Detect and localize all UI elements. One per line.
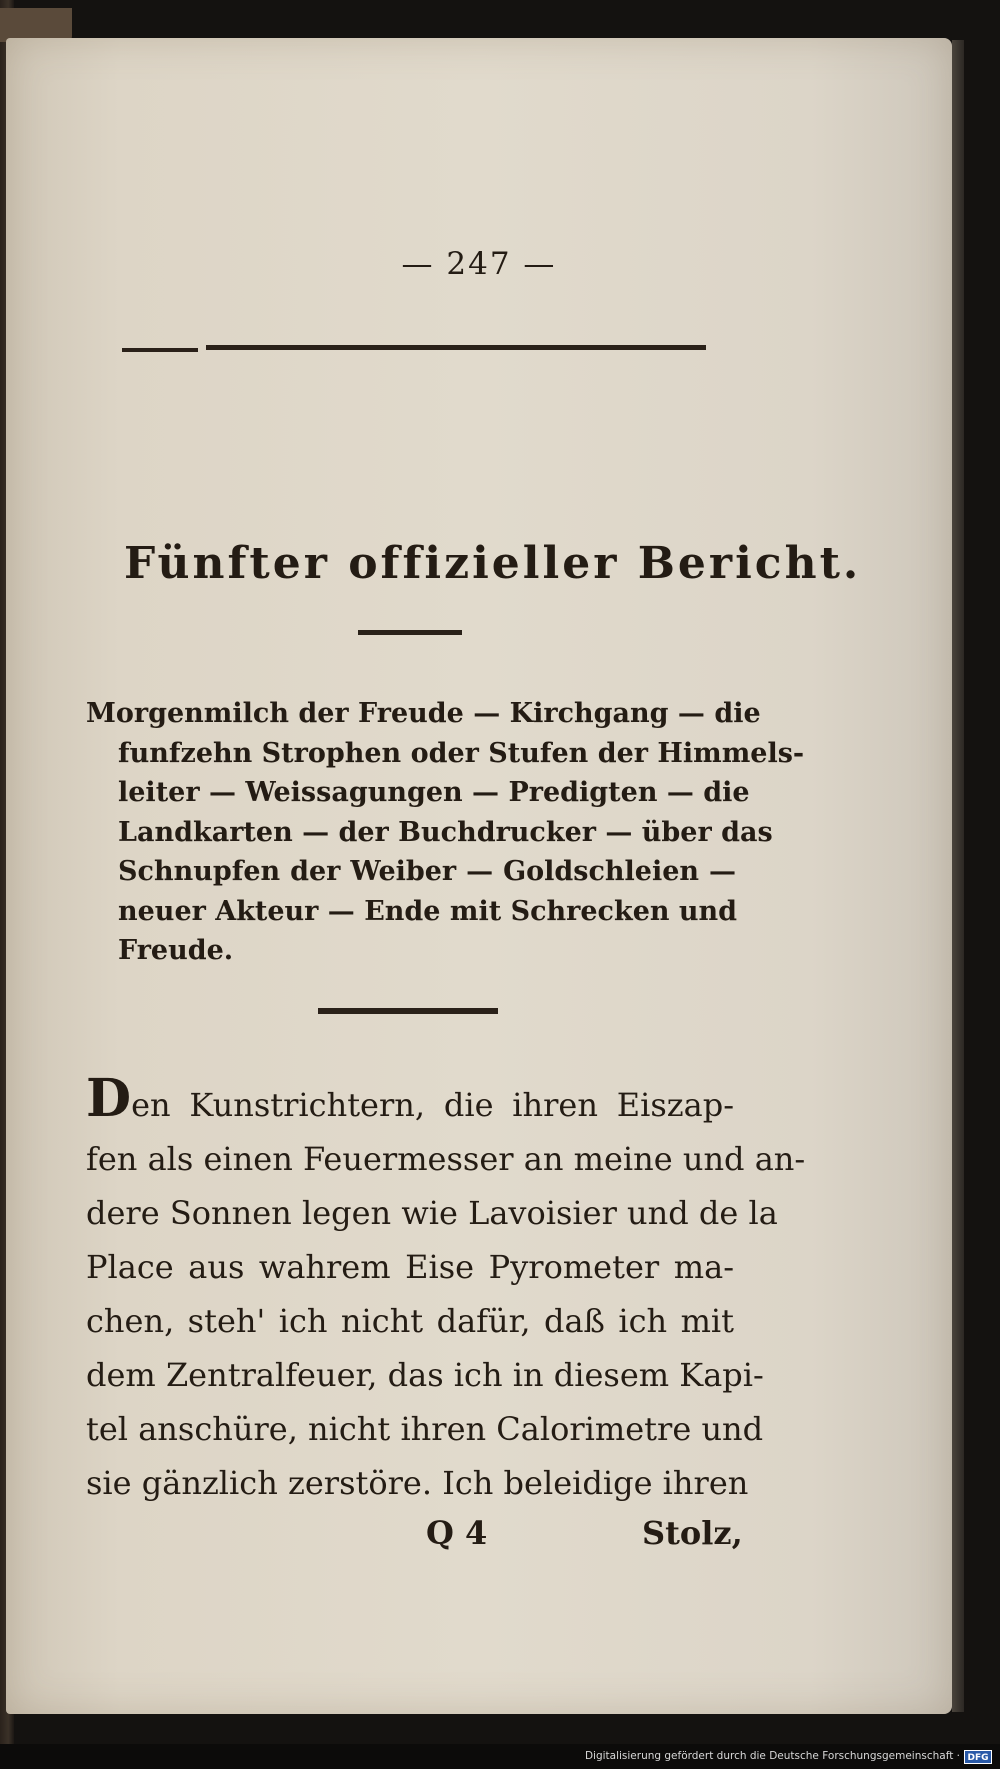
body-line: chen, steh' ich nicht dafür, daß ich mit [86, 1302, 734, 1340]
summary-line: Freude. [118, 935, 234, 966]
summary-line: Morgenmilch der Freude — Kirchgang — die [86, 698, 761, 729]
chapter-title: Fünfter offizieller Bericht. [124, 538, 862, 589]
first-line-text: en Kunstrichtern, die ihren Eiszap- [131, 1086, 734, 1124]
header-rule-short [122, 348, 198, 352]
digitization-credit: Digitalisierung gefördert durch die Deutsche Forschungsgemeinschaft · [584, 1750, 960, 1762]
body-line: dem Zentralfeuer, das ich in diesem Kapi- [86, 1356, 764, 1394]
summary-line: Schnupfen der Weiber — Goldschleien — [118, 856, 736, 887]
body-line: Place aus wahrem Eise Pyrometer ma- [86, 1248, 734, 1286]
body-line: dere Sonnen legen wie Lavoisier und de la [86, 1194, 778, 1232]
body-line: tel anschüre, nicht ihren Calorimetre und [86, 1410, 764, 1448]
summary-line: neuer Akteur — Ende mit Schrecken und [118, 895, 738, 927]
title-rule [358, 630, 462, 635]
chapter-summary [86, 694, 805, 971]
body-line-first [86, 1068, 734, 1132]
book-page [6, 38, 952, 1714]
page-edge [952, 40, 964, 1712]
body-paragraph [86, 1068, 806, 1510]
drop-cap: D [86, 1068, 132, 1129]
summary-line: funfzehn Strophen oder Stufen der Himmels- [118, 737, 805, 769]
header-rule-long [206, 345, 706, 350]
catchword: Stolz, [642, 1514, 743, 1552]
body-line: sie gänzlich zerstöre. Ich beleidige ihren [86, 1464, 749, 1502]
signature-mark: Q 4 [426, 1514, 488, 1552]
summary-rule [318, 1008, 498, 1014]
summary-line: leiter — Weissagungen — Predigten — die [118, 777, 750, 808]
dfg-logo: DFG [964, 1750, 992, 1764]
body-line: fen als einen Feuermesser an meine und an- [86, 1140, 806, 1178]
summary-line: Landkarten — der Buchdrucker — über das [118, 816, 773, 848]
page-number: — 247 — [401, 246, 557, 282]
page-corner [0, 8, 72, 42]
